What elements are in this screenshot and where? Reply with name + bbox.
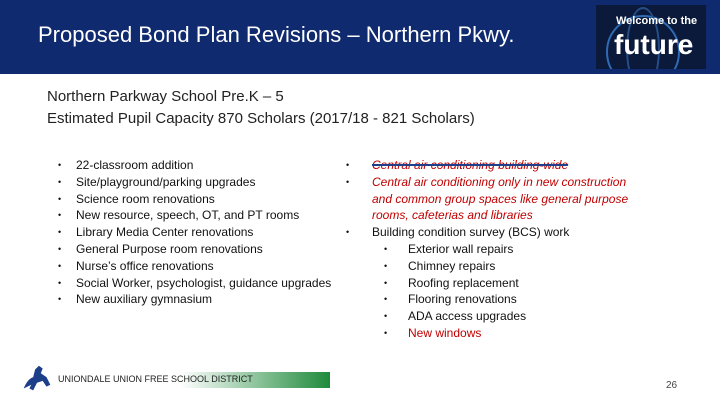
list-item: • New resource, speech, OT, and PT rooms	[58, 207, 331, 224]
knight-horse-logo-icon	[18, 360, 56, 398]
page-number: 26	[666, 380, 678, 391]
logo-line1: Welcome to the	[616, 15, 698, 27]
list-item: • Exterior wall repairs	[384, 241, 514, 256]
logo-line2: future	[614, 29, 694, 60]
bcs-text: Building condition survey (BCS) work	[372, 225, 570, 240]
scope-list	[58, 157, 331, 308]
bullet: •	[346, 160, 350, 170]
list-item: • General Purpose room renovations	[58, 241, 331, 258]
school-name: Northern Parkway School Pre.K – 5	[47, 88, 284, 105]
struck-text: Central air conditioning building-wide	[372, 158, 569, 172]
list-item: • 22-classroom addition	[58, 157, 331, 174]
list-item: • Chimney repairs	[384, 258, 496, 273]
slide-title: Proposed Bond Plan Revisions – Northern Pkwy.	[38, 22, 515, 47]
list-item: • New auxiliary gymnasium	[58, 291, 331, 308]
bcs-sub-list	[346, 241, 636, 342]
capacity-line: Estimated Pupil Capacity 870 Scholars (2017/18 - 821 Scholars)	[47, 110, 475, 127]
list-item-new-windows: • New windows	[384, 325, 482, 340]
bullet: •	[346, 176, 350, 187]
list-item: • Site/playground/parking upgrades	[58, 174, 331, 191]
bullet: •	[346, 227, 350, 238]
revision-item-bcs	[346, 224, 636, 241]
list-item: • Social Worker, psychologist, guidance upgrades	[58, 275, 331, 292]
revision-item-struck	[346, 157, 636, 174]
list-item: • Nurse’s office renovations	[58, 258, 331, 275]
revisions-column	[346, 157, 636, 342]
list-item: • Flooring renovations	[384, 292, 517, 307]
title-bar	[0, 0, 720, 74]
list-item: • Science room renovations	[58, 191, 331, 208]
welcome-future-logo	[596, 5, 706, 69]
revision-item-replacement	[346, 174, 636, 224]
list-item: • Roofing replacement	[384, 275, 519, 290]
list-item: • ADA access upgrades	[384, 309, 527, 324]
list-item: • Library Media Center renovations	[58, 224, 331, 241]
replacement-text: Central air conditioning only in new construction and common group spaces like general purpose rooms, cafeterias and libraries	[372, 174, 629, 223]
district-name: UNIONDALE UNION FREE SCHOOL DISTRICT	[58, 374, 253, 384]
